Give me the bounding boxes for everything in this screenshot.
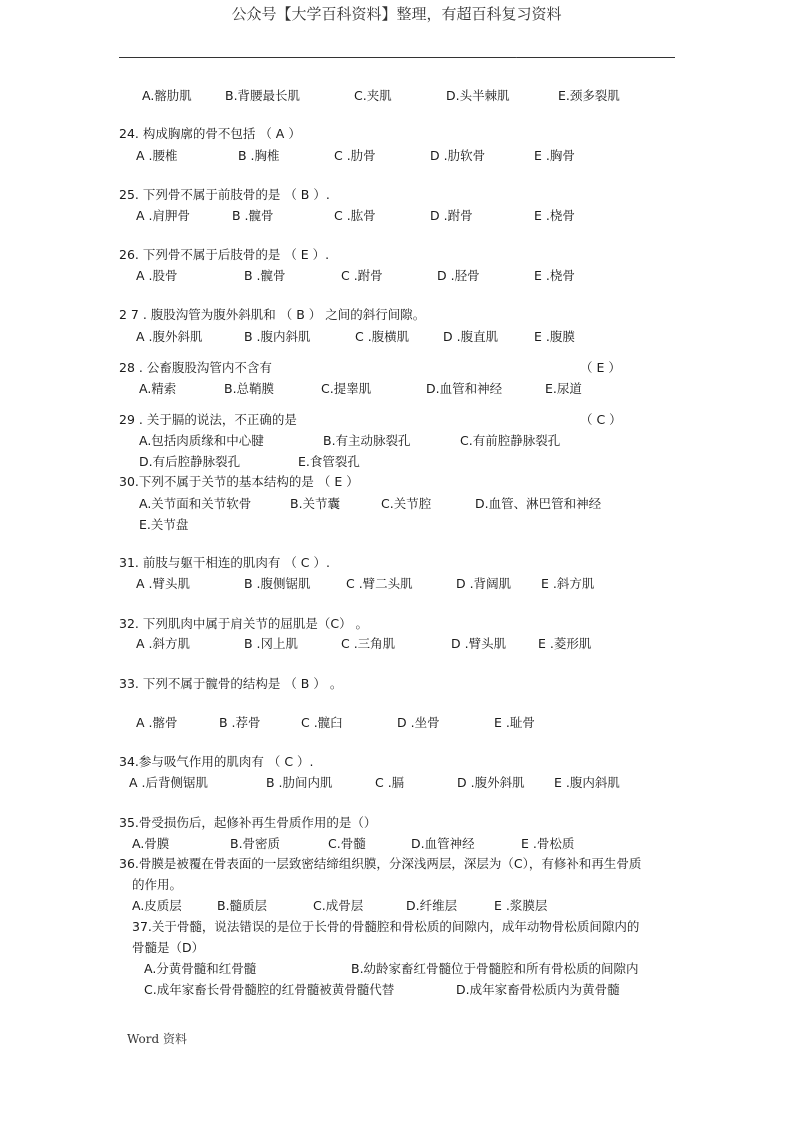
q34-option-e: E .腹内斜肌 [554,775,620,790]
q31-stem: 31. 前肢与躯干相连的肌肉有 （ C ）. [119,555,330,570]
q23-option-d: D.头半棘肌 [446,88,510,103]
q34-option-d: D .腹外斜肌 [457,775,525,790]
q30-option-a: A.关节面和关节软骨 [139,496,252,511]
q30-option-b: B.关节囊 [290,496,341,511]
q26-option-b: B .髋骨 [244,268,286,283]
q35-option-c: C.骨髓 [328,836,366,851]
q29-answer: （ C ） [580,412,622,427]
q32-option-a: A .斜方肌 [136,636,190,651]
q35-option-b: B.骨密质 [230,836,281,851]
q24-option-c: C .肋骨 [334,148,376,163]
q27-option-a: A .腹外斜肌 [136,329,203,344]
q25-option-c: C .肱骨 [334,208,376,223]
q28-option-a: A.精索 [139,381,177,396]
q35-stem: 35.骨受损伤后，起修补再生骨质作用的是（） [119,815,377,830]
q34-option-c: C .膈 [375,775,405,790]
q33-stem: 33. 下列不属于髋骨的结构是 （ B ） 。 [119,676,343,691]
q36-option-e: E .浆膜层 [494,898,548,913]
q36-option-d: D.纤维层 [406,898,458,913]
q25-option-d: D .跗骨 [430,208,473,223]
q25-option-a: A .肩胛骨 [136,208,190,223]
q23-option-a: A.髂肋肌 [142,88,192,103]
q27-option-c: C .腹横肌 [355,329,410,344]
q29-stem: 29 . 关于膈的说法，不正确的是 [119,412,297,427]
q33-option-c: C .髋臼 [301,715,343,730]
q24-option-d: D .肋软骨 [430,148,486,163]
q37-option-d: D.成年家畜骨松质内为黄骨髓 [456,982,620,997]
q32-option-e: E .菱形肌 [538,636,592,651]
page-footer: Word 资料 [127,1032,187,1046]
q29-option-d: D.有后腔静脉裂孔 [139,454,241,469]
q24-stem: 24. 构成胸廓的骨不包括 （ A ） [119,126,301,141]
q23-option-b: B.背腰最长肌 [225,88,301,103]
q31-option-d: D .背阔肌 [456,576,512,591]
q36-option-a: A.皮质层 [132,898,182,913]
q36-option-b: B.髓质层 [217,898,268,913]
q24-option-a: A .腰椎 [136,148,178,163]
q36-stem-line1: 36.骨膜是被覆在骨表面的一层致密结缔组织膜，分深浅两层，深层为（C），有修补和再生骨质 [119,856,642,871]
q33-option-d: D .坐骨 [397,715,440,730]
q37-stem-line2: 骨髓是（D） [132,940,205,955]
page-header: 公众号【大学百科资料】整理，有超百科复习资料 [231,5,562,23]
q28-stem: 28 . 公畜腹股沟管内不含有 [119,360,272,375]
q28-answer: （ E ） [580,360,621,375]
q23-option-c: C.夹肌 [354,88,392,103]
q37-option-c: C.成年家畜长骨骨髓腔的红骨髓被黄骨髓代替 [144,982,395,997]
q31-option-e: E .斜方肌 [541,576,595,591]
q26-option-a: A .股骨 [136,268,178,283]
q31-option-b: B .腹侧锯肌 [244,576,311,591]
q35-option-d: D.血管神经 [411,836,475,851]
q32-stem: 32. 下列肌肉中属于肩关节的屈肌是（C） 。 [119,616,369,631]
q35-option-e: E .骨松质 [521,836,575,851]
q34-option-a: A .后背侧锯肌 [129,775,208,790]
q32-option-d: D .臂头肌 [451,636,507,651]
q36-stem-line2: 的作用。 [132,877,183,892]
q27-option-b: B .腹内斜肌 [244,329,311,344]
q25-stem: 25. 下列骨不属于前肢骨的是 （ B ）. [119,187,330,202]
q26-option-d: D .胫骨 [437,268,480,283]
q28-option-b: B.总鞘膜 [224,381,275,396]
q28-option-e: E.尿道 [545,381,582,396]
q29-option-e: E.食管裂孔 [298,454,360,469]
q34-option-b: B .肋间内肌 [266,775,333,790]
q36-option-c: C.成骨层 [313,898,364,913]
q28-option-c: C.提睾肌 [321,381,372,396]
q31-option-c: C .臂二头肌 [346,576,413,591]
q34-stem: 34.参与吸气作用的肌肉有 （ C ）. [119,754,314,769]
q31-option-a: A .臂头肌 [136,576,190,591]
q35-option-a: A.骨膜 [132,836,170,851]
q29-option-c: C.有前腔静脉裂孔 [460,433,561,448]
q27-option-e: E .腹膜 [534,329,575,344]
q26-stem: 26. 下列骨不属于后肢骨的是 （ E ）. [119,247,330,262]
q29-option-b: B.有主动脉裂孔 [323,433,411,448]
q30-option-d: D.血管、淋巴管和神经 [475,496,602,511]
q32-option-b: B .冈上肌 [244,636,299,651]
q28-option-d: D.血管和神经 [426,381,503,396]
header-rule-dot: . [515,51,518,60]
q26-option-e: E .桡骨 [534,268,575,283]
q29-option-a: A.包括肉质缘和中心腱 [139,433,264,448]
q27-stem: 2 7 . 腹股沟管为腹外斜肌和 （ B ） 之间的斜行间隙。 [119,307,426,322]
q24-option-b: B .胸椎 [238,148,280,163]
q26-option-c: C .跗骨 [341,268,383,283]
q25-option-e: E .桡骨 [534,208,575,223]
q25-option-b: B .髋骨 [232,208,274,223]
header-rule [119,57,675,58]
q30-option-c: C.关节腔 [381,496,432,511]
q30-stem: 30.下列不属于关节的基本结构的是 （ E ） [119,474,359,489]
q30-option-e: E.关节盘 [139,517,189,532]
q23-option-e: E.颈多裂肌 [558,88,620,103]
q33-option-e: E .耻骨 [494,715,535,730]
q33-option-a: A .髂骨 [136,715,178,730]
q37-option-a: A.分黄骨髓和红骨髓 [144,961,257,976]
q33-option-b: B .荐骨 [219,715,261,730]
q24-option-e: E .胸骨 [534,148,575,163]
q37-option-b: B.幼龄家畜红骨髓位于骨髓腔和所有骨松质的间隙内 [351,961,639,976]
q27-option-d: D .腹直肌 [443,329,499,344]
q32-option-c: C .三角肌 [341,636,396,651]
q37-stem-line1: 37.关于骨髓，说法错误的是位于长骨的骨髓腔和骨松质的间隙内，成年动物骨松质间隙内的 [132,919,640,934]
